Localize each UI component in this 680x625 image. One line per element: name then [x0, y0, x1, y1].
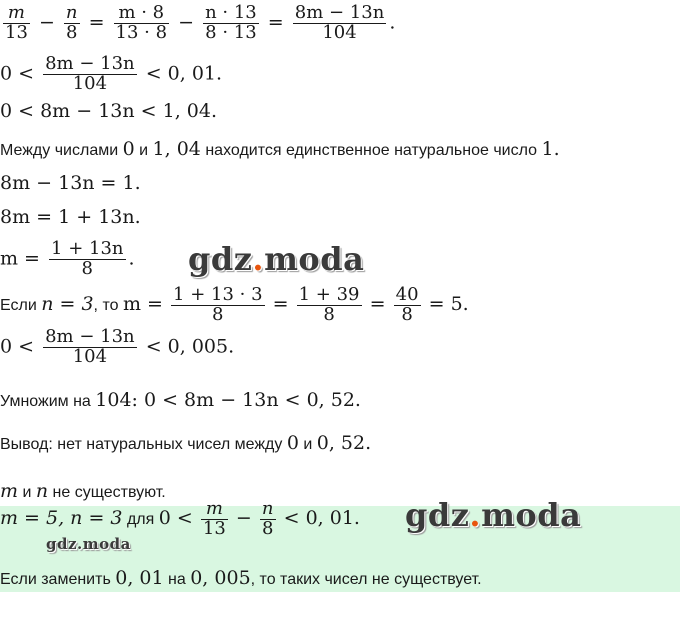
fraction-1-13-3: $\frac{1 + 13 \cdot 3}{8}$ [173, 284, 263, 325]
fraction-n-8: $\frac{n}{8}$ [65, 2, 78, 43]
text-m-n-not-exist: m и n не существуют. [0, 480, 166, 502]
text-conclusion: Вывод: нет натуральных чисел между 0 и 0, 52. [0, 432, 372, 454]
fraction-n13-104: $\frac{n \cdot 13}{8 \cdot 13}$ [205, 2, 257, 43]
text-unique-natural: Между числами 0 и 1, 04 находится единственное натуральное число 1. [0, 138, 560, 160]
watermark-logo-small: gdz.moda [46, 535, 131, 553]
equation-8m: 8m = 1 + 13n. [0, 206, 141, 228]
fraction-8m-13n-104: $\frac{8m - 13n}{104}$ [45, 53, 135, 94]
fraction-8m-13n-104-b: $\frac{8m - 13n}{104}$ [45, 326, 135, 367]
text-if-n-3: Если n = 3, то m = $\frac{1 + 13 \cdot 3}{8}$ = $\frac{1 + 39}{8}$ = $\frac{40}{8}$ = 5. [0, 284, 469, 325]
equation-equals-1: 8m − 13n = 1. [0, 172, 141, 194]
fraction-m8-104: $\frac{m \cdot 8}{13 \cdot 8}$ [115, 2, 168, 43]
fraction-40-8: $\frac{40}{8}$ [395, 284, 419, 325]
answer-m5-n3: m = 5, n = 3 для 0 < $\frac{m}{13}$ − $\frac{n}{8}$ < 0, 01. [0, 498, 360, 539]
fraction-n-8-b: $\frac{n}{8}$ [261, 498, 274, 539]
inequality-1-04: 0 < 8m − 13n < 1, 04. [0, 100, 217, 122]
fraction-1-13n-8: $\frac{1 + 13n}{8}$ [51, 238, 124, 279]
equation-m-expression: m = $\frac{1 + 13n}{8}$ . [0, 238, 135, 279]
watermark-logo-1: gdz.moda [188, 240, 365, 278]
fraction-result: $\frac{8m - 13n}{104}$ [294, 2, 385, 43]
inequality-0-01: 0 < $\frac{8m - 13n}{104}$ < 0, 01. [0, 53, 223, 94]
inequality-0-005: 0 < $\frac{8m - 13n}{104}$ < 0, 005. [0, 326, 235, 367]
watermark-logo-2: gdz.moda [405, 496, 582, 534]
text-multiply-104: Умножим на 104: 0 < 8m − 13n < 0, 52. [0, 389, 361, 411]
equation-fraction-difference: $\frac{m}{13}$ − $\frac{n}{8}$ = $\frac{m \cdot 8}{13 \cdot 8}$ − $\frac{n \cdot 13}{8 \cdot 13}$ = $\frac{8m - 13n}{104}$ . [5, 2, 396, 43]
fraction-m-13-b: $\frac{m}{13}$ [202, 498, 226, 539]
fraction-m-13: $\frac{m}{13}$ [5, 2, 28, 43]
answer-if-replace: Если заменить 0, 01 на 0, 005, то таких чисел не существует. [0, 567, 482, 589]
fraction-1-39: $\frac{1 + 39}{8}$ [298, 284, 360, 325]
